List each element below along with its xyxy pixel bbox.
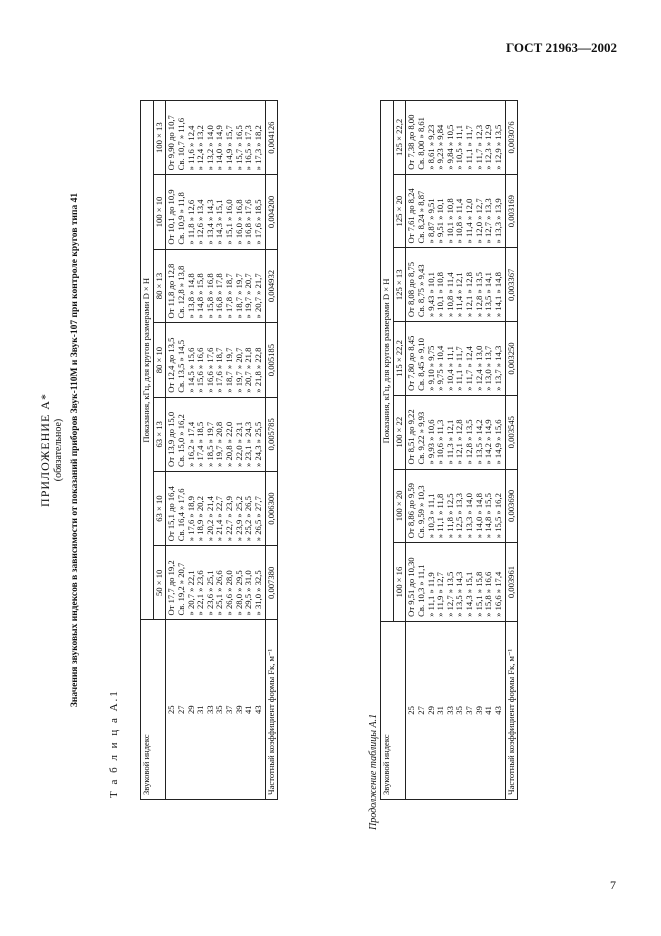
range-value: » 12,0 » 12,7: [473, 198, 484, 244]
range-value: Св. 16,4 » 17,6: [175, 488, 186, 542]
index-cell: [166, 620, 265, 800]
range-value: » 10,1 » 10,8: [444, 198, 455, 244]
range-cell: [406, 248, 505, 322]
range-value: » 10,4 » 11,1: [444, 346, 455, 391]
range-value: » 19,7 » 20,8: [214, 421, 225, 467]
size-header: 100 × 10: [153, 175, 166, 249]
range-value: Св. 19,2 » 20,7: [175, 562, 186, 616]
range-value: » 12,1 » 12,8: [464, 272, 474, 318]
coef-value: 0,003961: [505, 543, 518, 622]
index-value: 39: [473, 706, 484, 715]
index-value: 41: [243, 705, 254, 715]
size-header: 63 × 10: [153, 471, 166, 545]
range-cell: [166, 546, 265, 620]
range-value: Св. 8,24 » 8,87: [415, 190, 426, 244]
range-value: » 29,5 » 31,0: [243, 570, 254, 616]
index-value: 25: [406, 706, 417, 715]
index-value: 35: [454, 706, 465, 715]
range-value: » 12,7 » 13,5: [444, 571, 455, 617]
range-value: » 13,5 » 14,3: [454, 571, 465, 617]
range-value: Св. 15,0 » 16,2: [175, 414, 186, 467]
range-value: » 16,6 » 17,6: [204, 347, 215, 393]
range-value: » 10,1 » 10,8: [435, 272, 446, 318]
range-value: » 21,8 » 22,8: [252, 347, 263, 393]
range-value: » 15,1 » 16,0: [224, 199, 234, 245]
group-header: Показания, кГц, для кругов размерами D × H: [381, 101, 394, 622]
range-value: Св. 10,9 » 11,8: [175, 192, 186, 245]
range-value: » 11,7 » 12,3: [473, 124, 484, 170]
index-header: Звуковой индекс: [381, 621, 406, 799]
range-value: Св. 10,7 » 11,6: [175, 117, 186, 171]
range-value: » 12,1 » 12,8: [454, 419, 465, 465]
range-value: » 14,8 » 15,8: [195, 273, 206, 319]
table-a1-continued: [380, 100, 518, 800]
size-header: 125 × 20: [393, 174, 406, 248]
range-value: » 16,5 » 17,3: [243, 125, 254, 171]
range-value: » 11,3 » 12,1: [444, 419, 455, 465]
range-value: » 9,51 » 10,1: [435, 198, 446, 244]
index-value: 25: [166, 705, 177, 715]
range-value: » 14,1 » 14,8: [492, 272, 503, 318]
size-header: 50 × 10: [153, 546, 166, 620]
range-value: » 12,9 » 13,5: [492, 124, 503, 170]
range-value: От 8,51 до 9,22: [406, 409, 417, 465]
index-value: 29: [185, 705, 196, 715]
range-value: » 11,6 » 12,4: [185, 125, 196, 171]
range-value: » 9,93 » 10,6: [425, 419, 436, 465]
range-value: » 15,1 » 15,8: [473, 571, 484, 617]
range-value: » 8,87 » 9,51: [425, 198, 436, 244]
size-header: 100 × 13: [153, 101, 166, 175]
range-value: » 20,7 » 21,8: [243, 347, 254, 393]
index-value: 39: [233, 705, 244, 715]
range-value: От 9,51 до 10,30: [406, 557, 417, 617]
range-value: » 18,9 » 20,2: [195, 496, 206, 542]
size-header: 80 × 10: [153, 323, 166, 397]
coef-value: 0,006300: [265, 471, 278, 545]
range-value: » 23,9 » 25,2: [233, 496, 244, 542]
range-value: » 31,0 » 32,5: [252, 570, 263, 616]
range-value: » 15,8 » 16,8: [204, 273, 215, 319]
range-value: » 18,7 » 19,7: [224, 347, 234, 393]
range-value: » 10,8 » 11,4: [454, 198, 465, 244]
range-value: » 18,5 » 19,7: [204, 421, 215, 467]
size-header: 63 × 13: [153, 397, 166, 471]
coef-row: [505, 101, 518, 800]
range-value: От 13,9 до 15,0: [166, 411, 177, 467]
index-value: 31: [435, 706, 446, 715]
index-header: Звуковой индекс: [141, 620, 166, 800]
range-value: » 17,6 » 18,5: [252, 199, 263, 245]
range-value: » 11,4 » 12,0: [464, 198, 474, 244]
range-value: » 18,7 » 19,7: [233, 273, 244, 319]
appendix-subtitle: (обязательное): [53, 418, 64, 482]
range-value: » 12,6 » 13,4: [195, 199, 206, 245]
range-value: » 26,6 » 28,0: [224, 570, 234, 616]
range-cell: [406, 469, 505, 543]
range-value: Св. 8,00 » 8,61: [415, 117, 426, 170]
index-value: 27: [175, 705, 186, 715]
range-value: » 17,3 » 18,2: [252, 125, 263, 171]
index-value: 27: [415, 706, 426, 715]
range-value: » 13,3 » 14,0: [464, 493, 474, 539]
range-value: » 9,84 » 10,5: [444, 124, 455, 170]
range-value: » 13,4 » 14,3: [204, 199, 215, 245]
range-value: » 14,5 » 15,6: [185, 347, 196, 393]
range-cell: [166, 101, 265, 175]
index-value: 43: [252, 705, 263, 715]
range-value: » 25,1 » 26,6: [214, 570, 225, 616]
index-value: 43: [492, 706, 503, 715]
range-value: » 17,8 » 18,7: [224, 273, 234, 319]
coef-label: Частотный коэффициент формы Fк, м⁻¹: [505, 621, 518, 799]
range-value: » 8,61 » 9,23: [425, 124, 436, 170]
coef-value: 0,003690: [505, 469, 518, 543]
range-value: От 8,86 до 9,59: [406, 483, 417, 539]
coef-value: 0,003169: [505, 174, 518, 248]
range-value: Св. 12,8 » 13,8: [175, 265, 186, 319]
range-value: » 14,3 » 15,1: [214, 199, 225, 245]
appendix-heading-text: Значения звуковых индексов в зависимости от показаний приборов Звук-110М и Звук-107 при контроле кругов типа 41: [69, 192, 80, 708]
coef-value: 0,004126: [265, 101, 278, 175]
range-value: » 16,8 » 17,8: [214, 273, 225, 319]
range-value: » 10,5 » 11,1: [454, 124, 465, 170]
range-cell: [406, 101, 505, 175]
range-value: » 16,2 » 17,4: [185, 421, 196, 467]
range-value: » 17,6 » 18,7: [214, 347, 225, 393]
range-value: » 14,2 » 14,9: [483, 419, 494, 465]
range-cell: [406, 543, 505, 622]
coef-value: 0,005785: [265, 397, 278, 471]
range-value: » 12,5 » 13,3: [454, 493, 465, 539]
range-value: » 16,0 » 16,8: [233, 199, 244, 245]
range-value: » 9,10 » 9,75: [425, 345, 436, 391]
range-cell: [166, 175, 265, 249]
coef-row: [265, 101, 278, 800]
index-cell: [406, 621, 505, 799]
range-cell: [166, 397, 265, 471]
range-value: » 10,8 » 11,4: [444, 272, 455, 318]
range-value: » 14,3 » 15,1: [464, 571, 474, 617]
range-cell: [406, 174, 505, 248]
range-value: » 19,7 » 20,7: [233, 347, 244, 393]
range-value: » 13,2 » 14,0: [204, 125, 215, 171]
table1-caption: [108, 689, 120, 800]
range-value: » 11,1 » 11,7: [464, 125, 474, 170]
range-value: » 14,0 » 14,8: [473, 493, 484, 539]
range-value: » 11,1 » 11,7: [454, 346, 465, 391]
range-value: » 15,6 » 16,6: [195, 347, 206, 393]
range-value: » 15,7 » 16,5: [233, 125, 244, 171]
size-header: 115 × 22,2: [393, 322, 406, 396]
appendix-title: ПРИЛОЖЕНИЕ А*: [38, 393, 52, 507]
range-value: Св. 8,75 » 9,43: [415, 264, 426, 318]
table-a1: [140, 100, 278, 800]
range-value: От 17,7 до 19,2: [166, 560, 177, 616]
range-value: » 11,7 » 12,4: [464, 346, 474, 391]
range-value: Св. 13,5 » 14,5: [175, 339, 186, 393]
range-value: От 12,4 до 13,5: [166, 337, 177, 393]
range-value: Св. 9,22 » 9,93: [415, 411, 426, 465]
coef-value: 0,005185: [265, 323, 278, 397]
range-value: » 12,3 » 12,9: [483, 124, 494, 170]
range-value: » 13,7 » 14,3: [492, 345, 503, 391]
index-value: 33: [444, 706, 455, 715]
range-value: » 11,1 » 11,8: [435, 493, 446, 539]
table2-caption: Продолжение таблицы А.1: [368, 713, 379, 830]
range-value: » 9,23 » 9,84: [435, 124, 446, 170]
size-header: 100 × 20: [393, 469, 406, 543]
range-value: » 16,8 » 17,6: [243, 199, 254, 245]
size-header: 125 × 13: [393, 248, 406, 322]
range-value: » 12,7 » 13,3: [483, 198, 494, 244]
range-value: От 9,90 до 10,7: [166, 115, 177, 171]
index-value: 29: [425, 706, 436, 715]
range-value: » 14,9 » 15,6: [492, 419, 503, 465]
index-value: 41: [483, 706, 494, 715]
range-value: От 7,80 до 8,45: [406, 335, 417, 391]
index-value: 31: [195, 705, 206, 715]
range-value: » 14,9 » 15,7: [224, 125, 234, 171]
range-value: » 23,6 » 25,1: [204, 570, 215, 616]
coef-value: 0,003076: [505, 101, 518, 175]
range-value: От 15,1 до 16,4: [166, 486, 177, 542]
range-value: » 20,7 » 21,7: [252, 273, 263, 319]
range-value: » 17,6 » 18,9: [185, 496, 196, 542]
range-value: » 26,5 » 27,7: [252, 496, 263, 542]
range-value: » 13,8 » 14,8: [185, 273, 196, 319]
table1-caption-text: Т а б л и ц а А.1: [108, 689, 120, 798]
range-value: » 24,3 » 25,5: [252, 421, 263, 467]
range-cell: [406, 395, 505, 469]
range-value: » 13,5 » 14,1: [483, 272, 494, 318]
range-cell: [166, 471, 265, 545]
range-value: » 9,75 » 10,4: [435, 345, 446, 391]
range-value: » 22,7 » 23,9: [224, 496, 234, 542]
range-value: » 9,43 » 10,1: [425, 272, 436, 318]
range-value: » 12,4 » 13,2: [195, 125, 206, 171]
index-value: 37: [224, 705, 234, 715]
range-value: » 14,8 » 15,5: [483, 493, 494, 539]
range-value: » 10,3 » 11,1: [425, 493, 436, 539]
range-value: Св. 8,45 » 9,10: [415, 338, 426, 391]
range-value: » 11,4 » 12,1: [454, 272, 465, 318]
range-value: От 8,08 до 8,75: [406, 262, 417, 318]
range-value: » 12,8 » 13,5: [464, 419, 474, 465]
range-value: От 11,8 до 12,8: [166, 263, 177, 319]
page-number: 7: [610, 878, 616, 892]
range-value: » 23,1 » 24,3: [243, 421, 254, 467]
size-header: 80 × 13: [153, 249, 166, 323]
range-value: » 15,5 » 16,2: [492, 493, 503, 539]
coef-value: 0,004932: [265, 249, 278, 323]
range-value: Св. 10,3 » 11,1: [415, 564, 426, 617]
range-cell: [406, 322, 505, 396]
range-value: » 12,4 » 13,0: [473, 345, 484, 391]
coef-value: 0,007380: [265, 546, 278, 620]
range-cell: [166, 323, 265, 397]
appendix-heading: [38, 70, 81, 830]
standard-header: ГОСТ 21963—2002: [505, 40, 617, 55]
coef-value: 0,003367: [505, 248, 518, 322]
range-cell: [166, 249, 265, 323]
range-value: » 20,2 » 21,4: [204, 496, 215, 542]
range-value: » 11,8 » 12,5: [444, 493, 455, 539]
range-value: » 13,0 » 13,7: [483, 345, 494, 391]
range-value: » 11,9 » 12,7: [435, 572, 446, 617]
index-value: 35: [214, 705, 225, 715]
range-value: » 15,8 » 16,6: [483, 571, 494, 617]
range-value: » 22,0 » 23,1: [233, 421, 244, 467]
range-value: » 11,8 » 12,6: [185, 199, 196, 245]
coef-label: Частотный коэффициент формы Fк, м⁻¹: [265, 620, 278, 800]
range-value: Св. 9,59 » 10,3: [415, 485, 426, 539]
group-header: Показания, кГц, для кругов размерами D × H: [141, 101, 154, 620]
range-value: От 10,1 до 10,9: [166, 189, 177, 245]
range-value: » 13,3 » 13,9: [492, 198, 503, 244]
range-value: » 13,5 » 14,2: [473, 419, 484, 465]
size-header: 100 × 16: [393, 543, 406, 622]
range-value: » 17,4 » 18,5: [195, 421, 206, 467]
range-value: » 25,2 » 26,5: [243, 496, 254, 542]
range-value: » 14,0 » 14,9: [214, 125, 225, 171]
table-row: [406, 101, 505, 800]
range-value: » 16,6 » 17,4: [492, 571, 503, 617]
range-value: » 20,8 » 22,0: [224, 421, 234, 467]
range-value: От 7,38 до 8,00: [406, 114, 417, 170]
range-value: » 10,6 » 11,3: [435, 419, 446, 465]
range-value: » 11,1 » 11,9: [425, 572, 436, 617]
table-row: [166, 101, 265, 800]
range-value: » 21,4 » 22,7: [214, 496, 225, 542]
size-header: 100 × 22: [393, 395, 406, 469]
range-value: » 12,8 » 13,5: [473, 272, 484, 318]
range-value: » 19,7 » 20,7: [243, 273, 254, 319]
range-value: От 7,61 до 8,24: [406, 188, 417, 244]
rotated-content: [38, 70, 638, 830]
index-value: 33: [204, 705, 215, 715]
index-value: 37: [464, 706, 474, 715]
range-value: » 22,1 » 23,6: [195, 570, 206, 616]
coef-value: 0,003250: [505, 322, 518, 396]
coef-value: 0,004200: [265, 175, 278, 249]
size-header: 125 × 22,2: [393, 101, 406, 175]
range-value: » 20,7 » 22,1: [185, 570, 196, 616]
range-value: » 28,0 » 29,5: [233, 570, 244, 616]
coef-value: 0,003545: [505, 395, 518, 469]
